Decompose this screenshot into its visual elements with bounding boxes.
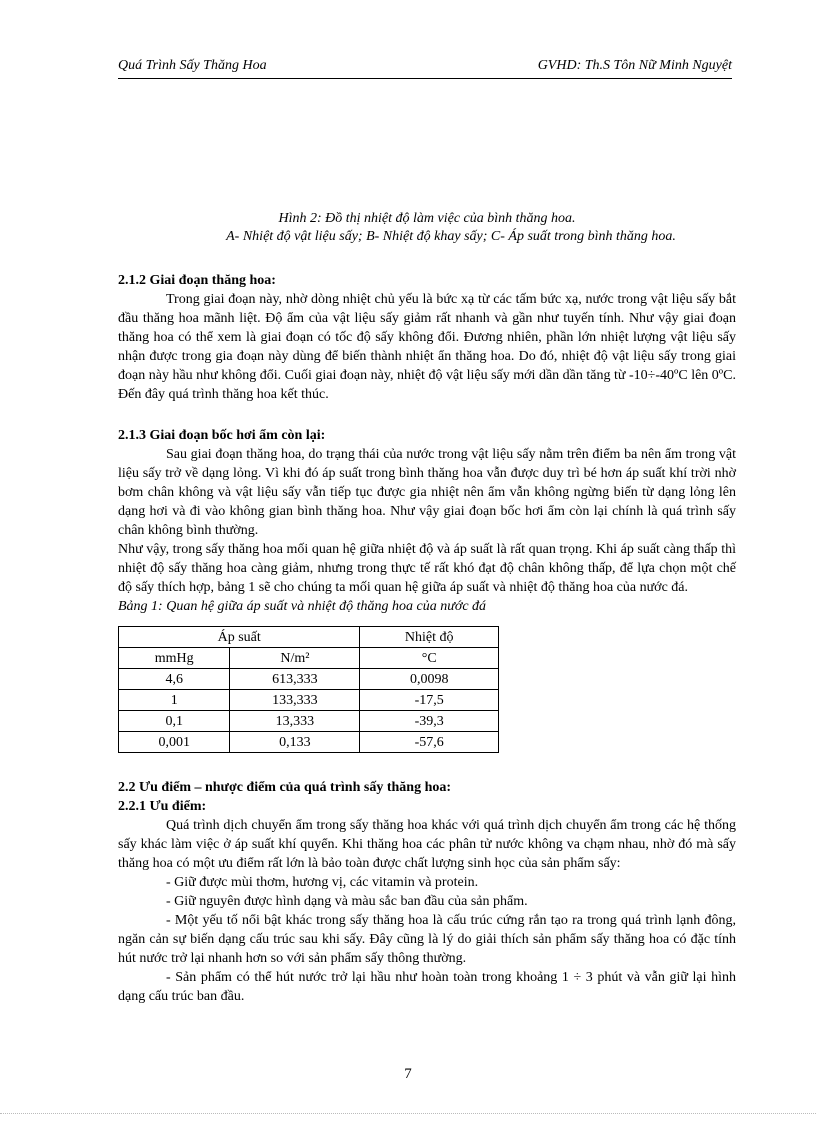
list-item: - Sản phẩm có thể hút nước trở lại hầu như hoàn toàn trong khoảng 1 ÷ 3 phút và vẫn giữ lại hình dạng cấu trúc ban đầu. — [118, 970, 736, 1004]
page-number: 7 — [404, 1066, 412, 1082]
cell-mmhg: 4,6 — [119, 669, 230, 690]
table-units-row — [119, 648, 499, 669]
figure-caption-title: Hình 2: Đồ thị nhiệt độ làm việc của bình thăng hoa. — [278, 211, 576, 226]
figure-caption-legend: A- Nhiệt độ vật liệu sấy; B- Nhiệt độ khay sấy; C- Áp suất trong bình thăng hoa. — [226, 229, 676, 244]
paragraph-residual-moisture: Sau giai đoạn thăng hoa, do trạng thái của nước trong vật liệu sấy nằm trên điểm ba nên ẩm trong vật liệu sấy trở về dạng lỏng. Vì khi đó áp suất trong bình thăng hoa vẫn được duy trì bé hơn áp suất khí trời nhờ bơm chân không và vật liệu sấy vẫn tiếp tục được gia nhiệt nên ẩm vẫn không ngừng biến từ dạng lỏng lên dạng hơi và đi vào không gian bình thăng hoa. Như vậy giai đoạn bốc hơi ẩm còn lại chính là quá trình sấy chân không bình thường. — [118, 447, 736, 538]
paragraph-advantages: Quá trình dịch chuyển ẩm trong sấy thăng hoa khác với quá trình dịch chuyển ẩm trong các hệ thống sấy khác làm việc ở áp suất khí quyển. Khi thăng hoa các phân tử nước không va chạm nhau, nhờ đó mà sấy thăng hoa có một ưu điểm rất lớn là bảo toàn được chất lượng sinh học của sản phẩm sấy: — [118, 818, 736, 871]
pressure-temperature-table — [118, 626, 499, 753]
cell-nm2: 613,333 — [230, 669, 360, 690]
table-row — [119, 711, 499, 732]
header-title: Quá Trình Sấy Thăng Hoa — [118, 58, 267, 73]
paragraph-sublimation-stage: Trong giai đoạn này, nhờ dòng nhiệt chủ yếu là bức xạ từ các tấm bức xạ, nước trong vật liệu sấy bắt đầu thăng hoa mãnh liệt. Độ ẩm của vật liệu sấy giảm rất nhanh và gần như tuyến tính. Như vậy giai đoạn thăng hoa có thể xem là giai đoạn có tốc độ sấy không đổi. Đương nhiên, phần lớn nhiệt lượng vật liệu sấy nhận được trong gia đoạn này dùng để biến thành nhiệt ẩn thăng hoa. Do đó, nhiệt độ vật liệu sấy trong giai đoạn này hầu như không đổi. Cuối giai đoạn này, nhiệt độ vật liệu sấy mới dần dần tăng từ -10÷-40ºC lên 0ºC. Đến đây quá trình thăng hoa kết thúc. — [118, 292, 736, 402]
cell-nm2: 133,333 — [230, 690, 360, 711]
cell-mmhg: 0,001 — [119, 732, 230, 753]
page-header — [118, 58, 732, 79]
header-supervisor: GVHD: Th.S Tôn Nữ Minh Nguyệt — [537, 58, 732, 73]
section-heading-2-1-2: 2.1.2 Giai đoạn thăng hoa: — [118, 273, 276, 288]
cell-nm2: 0,133 — [230, 732, 360, 753]
cell-mmhg: 0,1 — [119, 711, 230, 732]
table-header-row — [119, 627, 499, 648]
cell-celsius: -17,5 — [360, 690, 499, 711]
figure-caption — [118, 210, 736, 246]
unit-mmhg: mmHg — [119, 648, 230, 669]
unit-nm2: N/m² — [230, 648, 360, 669]
header-pressure: Áp suất — [119, 627, 360, 648]
cell-nm2: 13,333 — [230, 711, 360, 732]
table-row — [119, 669, 499, 690]
page-content — [118, 210, 736, 1006]
table-row — [119, 732, 499, 753]
header-temperature: Nhiệt độ — [360, 627, 499, 648]
cell-celsius: -57,6 — [360, 732, 499, 753]
list-item: - Giữ nguyên được hình dạng và màu sắc ban đầu của sản phẩm. — [166, 894, 528, 909]
list-item: - Một yếu tố nổi bật khác trong sấy thăng hoa là cấu trúc cứng rắn tạo ra trong quá trình lạnh đông, ngăn cản sự biến dạng cấu trúc sau khi sấy. Đây cũng là lý do giải thích sản phẩm sấy thăng hoa có đặc tính hút nước trở lại nhanh hơn so với sản phẩm sấy thông thường. — [118, 913, 736, 966]
paragraph-pressure-temperature: Như vậy, trong sấy thăng hoa mối quan hệ giữa nhiệt độ và áp suất là rất quan trọng. Khi áp suất càng thấp thì nhiệt độ sấy thăng hoa càng giảm, nhưng trong thực tế rất khó đạt độ chân không thấp, để lựa chọn một chế độ sấy thích hợp, bảng 1 sẽ cho chúng ta mối quan hệ giữa áp suất và nhiệt độ thăng hoa của nước đá. — [118, 542, 736, 595]
cell-celsius: -39,3 — [360, 711, 499, 732]
section-heading-2-2-1: 2.2.1 Ưu điểm: — [118, 799, 207, 814]
section-heading-2-2: 2.2 Ưu điểm – nhược điểm của quá trình sấy thăng hoa: — [118, 780, 452, 795]
list-item: - Giữ được mùi thơm, hương vị, các vitamin và protein. — [166, 875, 479, 890]
table-row — [119, 690, 499, 711]
unit-celsius: °C — [360, 648, 499, 669]
section-heading-2-1-3: 2.1.3 Giai đoạn bốc hơi ẩm còn lại: — [118, 428, 326, 443]
table-caption: Bảng 1: Quan hệ giữa áp suất và nhiệt độ thăng hoa của nước đá — [118, 599, 487, 614]
cell-celsius: 0,0098 — [360, 669, 499, 690]
cell-mmhg: 1 — [119, 690, 230, 711]
page-bottom-divider — [0, 1113, 816, 1114]
